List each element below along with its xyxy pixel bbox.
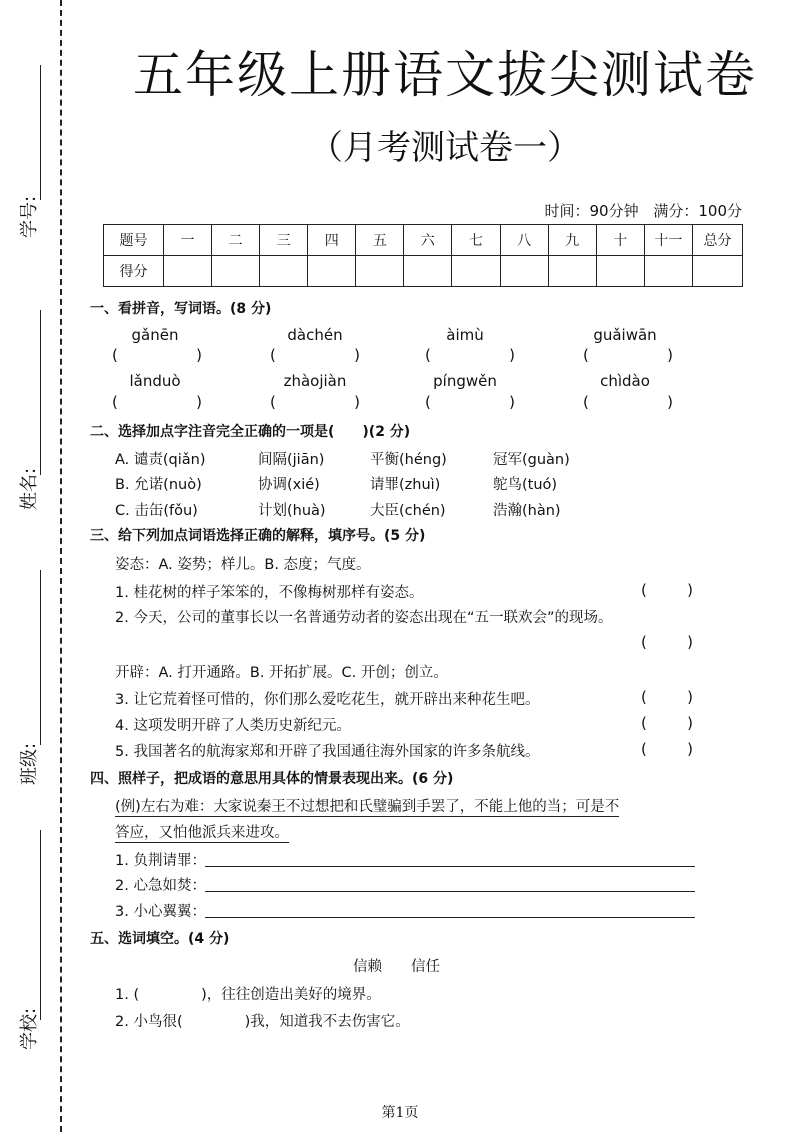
pinyin-item: dàchén: [287, 326, 343, 344]
section-1-heading: 一、看拼音，写词语。(8 分): [90, 301, 272, 317]
pinyin-item: guǎiwān: [593, 326, 657, 344]
section-2-heading: 二、选择加点字注音完全正确的一项是( )(2 分): [90, 424, 411, 440]
option-c-word: C. 击缶(fǒu): [115, 503, 198, 519]
idiom-prompt: 2. 心急如焚：: [115, 878, 206, 894]
score-header-cell: 三: [260, 225, 308, 256]
score-cell[interactable]: [212, 256, 260, 287]
answer-blank[interactable]: ( ): [641, 688, 693, 706]
answer-blank[interactable]: ( ): [583, 346, 673, 364]
pinyin-item: àimù: [446, 326, 484, 344]
option-a-word: 冠军(guàn): [493, 452, 570, 468]
writing-line[interactable]: [205, 891, 695, 892]
exam-meta: [534, 200, 742, 221]
score-cell[interactable]: [260, 256, 308, 287]
fill-question-1: [115, 983, 381, 1004]
score-header-cell: 五: [356, 225, 404, 256]
option-b-word: 协调(xié): [258, 477, 320, 493]
section-5-heading: 五、选词填空。(4 分): [90, 931, 230, 947]
score-header-cell: 十一: [644, 225, 692, 256]
definition-kaipi: 开辟：A. 打开通路。B. 开拓扩展。C. 开创；创立。: [115, 665, 448, 681]
answer-blank[interactable]: ( ): [270, 393, 360, 411]
score-cell[interactable]: [308, 256, 356, 287]
page-subtitle: （月考测试卷一）: [309, 128, 581, 168]
score-header-cell: 二: [212, 225, 260, 256]
answer-blank[interactable]: ( ): [641, 633, 693, 651]
score-cell[interactable]: [452, 256, 500, 287]
answer-blank[interactable]: ( ): [270, 346, 360, 364]
option-b-word: B. 允诺(nuò): [115, 477, 202, 493]
score-cell[interactable]: [548, 256, 596, 287]
option-c-word: 浩瀚(hàn): [493, 503, 561, 519]
answer-blank[interactable]: ( ): [425, 346, 515, 364]
fill-question-2-end: )我，知道我不去伤害它。: [244, 1014, 410, 1030]
option-b-word: 请罪(zhuì): [370, 477, 441, 493]
score-cell[interactable]: [356, 256, 404, 287]
student-id-rule: [40, 65, 41, 200]
exam-time: 时间：90分钟: [544, 202, 639, 220]
score-header-cell: 四: [308, 225, 356, 256]
fill-question-1-end: )，往往创造出美好的境界。: [201, 987, 381, 1003]
answer-blank[interactable]: ( ): [583, 393, 673, 411]
student-name-rule: [40, 310, 41, 475]
score-cell[interactable]: [644, 256, 692, 287]
score-table-score-row: [104, 256, 743, 287]
score-table: [103, 224, 743, 287]
score-cell[interactable]: [404, 256, 452, 287]
score-row-label: 得分: [104, 256, 164, 287]
example-sentence: 答应，又怕他派兵来进攻。: [115, 821, 289, 843]
example-sentence: (例)左右为难：大家说秦王不过想把和氏璧骗到手罢了，不能上他的当；可是不: [115, 795, 619, 817]
writing-line[interactable]: [205, 866, 695, 867]
pinyin-item: píngwěn: [433, 372, 497, 390]
answer-blank[interactable]: ( ): [112, 346, 202, 364]
answer-blank[interactable]: ( ): [425, 393, 515, 411]
section-4-heading: 四、照样子，把成语的意思用具体的情景表现出来。(6 分): [90, 771, 454, 787]
fill-question-2: [115, 1010, 410, 1031]
pinyin-item: chìdào: [600, 372, 650, 390]
class-rule: [40, 570, 41, 745]
word-choices: 信赖 信任: [353, 959, 440, 975]
fill-question-2-start: 2. 小鸟很(: [115, 1014, 183, 1030]
score-cell[interactable]: [500, 256, 548, 287]
option-c-word: 计划(huà): [258, 503, 326, 519]
page-number: 第1页: [381, 1105, 419, 1121]
idiom-prompt: 1. 负荆请罪：: [115, 853, 206, 869]
question-text: 3. 让它荒着怪可惜的，你们那么爱吃花生，就开辟出来种花生吧。: [115, 692, 540, 708]
question-text: 4. 这项发明开辟了人类历史新纪元。: [115, 718, 351, 734]
answer-blank[interactable]: ( ): [641, 714, 693, 732]
option-a-word: 平衡(héng): [370, 452, 447, 468]
exam-full-score: 满分：100分: [653, 202, 742, 220]
score-header-cell: 六: [404, 225, 452, 256]
section-3-heading: 三、给下列加点词语选择正确的解释，填序号。(5 分): [90, 528, 426, 544]
definition-zitai: 姿态：A. 姿势；样儿。B. 态度；气度。: [115, 557, 371, 573]
score-header-cell: 题号: [104, 225, 164, 256]
question-text: 2. 今天，公司的董事长以一名普通劳动者的姿态出现在“五一联欢会”的现场。: [115, 610, 613, 626]
option-c-word: 大臣(chén): [370, 503, 446, 519]
answer-blank[interactable]: ( ): [641, 740, 693, 758]
score-header-cell: 九: [548, 225, 596, 256]
score-header-cell: 总分: [693, 225, 743, 256]
binding-dashed-line: [60, 0, 62, 1132]
class-label: 班级:: [19, 742, 40, 785]
option-a-word: A. 谴责(qiǎn): [115, 452, 206, 468]
question-text: 1. 桂花树的样子笨笨的，不像梅树那样有姿态。: [115, 585, 424, 601]
answer-blank[interactable]: ( ): [641, 581, 693, 599]
student-id-label: 学号:: [19, 195, 40, 238]
score-header-cell: 八: [500, 225, 548, 256]
school-rule: [40, 830, 41, 1020]
pinyin-item: gǎnēn: [131, 326, 179, 344]
school-label: 学校:: [19, 1007, 40, 1050]
score-table-header-row: [104, 225, 743, 256]
score-cell[interactable]: [693, 256, 743, 287]
idiom-prompt: 3. 小心翼翼：: [115, 904, 206, 920]
writing-line[interactable]: [205, 917, 695, 918]
score-header-cell: 十: [596, 225, 644, 256]
score-cell[interactable]: [596, 256, 644, 287]
page-title: 五年级上册语文拔尖测试卷: [133, 46, 757, 104]
score-header-cell: 七: [452, 225, 500, 256]
question-text: 5. 我国著名的航海家郑和开辟了我国通往海外国家的许多条航线。: [115, 744, 540, 760]
pinyin-item: zhàojiàn: [283, 372, 347, 390]
score-cell[interactable]: [164, 256, 212, 287]
pinyin-item: lǎnduò: [129, 372, 181, 390]
fill-question-1-start: 1. (: [115, 987, 140, 1003]
student-name-label: 姓名:: [19, 467, 40, 510]
option-a-word: 间隔(jiān): [258, 452, 325, 468]
score-header-cell: 一: [164, 225, 212, 256]
option-b-word: 鸵鸟(tuó): [493, 477, 558, 493]
answer-blank[interactable]: ( ): [112, 393, 202, 411]
